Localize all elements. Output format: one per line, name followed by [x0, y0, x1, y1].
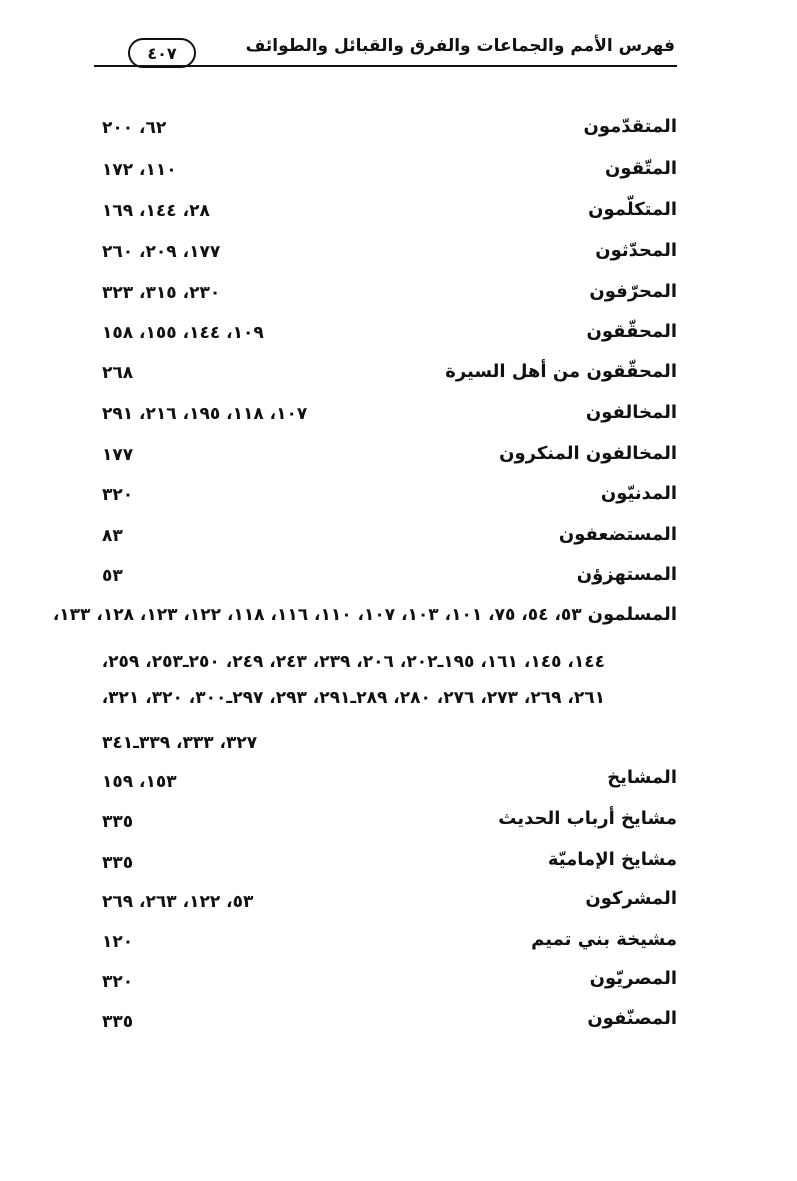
- index-term: المشركون: [585, 888, 677, 909]
- index-term: المتكلّمون: [588, 199, 677, 220]
- index-pages: ١١٠، ١٧٢: [102, 160, 177, 180]
- index-pages: ٣٢٠: [102, 972, 134, 992]
- index-entry-muslimun-line-3: ٢٦١، ٢٦٩، ٢٧٣، ٢٧٦، ٢٨٠، ٢٨٩ـ٢٩١، ٢٩٣، ٢٩٧ـ٣٠٠، ٣٢٠، ٣٢١،: [101, 688, 605, 708]
- index-pages: ٥٣، ١٢٢، ٢٦٣، ٢٦٩: [102, 892, 254, 912]
- index-term: المصريّون: [589, 968, 677, 989]
- index-pages: ٨٣: [102, 526, 123, 546]
- index-pages: ٣٢٠: [102, 485, 134, 505]
- index-term: المستهزؤن: [576, 564, 677, 585]
- index-term: مشيخة بني تميم: [531, 929, 677, 950]
- index-entry-muslimun-line-2: ١٤٤، ١٤٥، ١٦١، ١٩٥ـ٢٠٢، ٢٠٦، ٢٣٩، ٢٤٣، ٢٤٩، ٢٥٠ـ٢٥٣، ٢٥٩،: [101, 652, 605, 672]
- index-term: المتقدّمون: [583, 116, 677, 137]
- index-term: المحدّثون: [595, 240, 677, 261]
- index-term: المخالفون: [585, 402, 677, 423]
- index-term: مشايخ الإماميّة: [547, 849, 677, 870]
- index-term: المتّقون: [605, 158, 677, 179]
- running-header-title: فهرس الأمم والجماعات والفرق والقبائل والطوائف: [245, 36, 675, 56]
- index-term: المشايخ: [607, 767, 677, 788]
- index-pages: ١٥٣، ١٥٩: [102, 772, 177, 792]
- page-number-badge: ٤٠٧: [128, 38, 196, 68]
- index-term: المصنّفون: [587, 1008, 677, 1029]
- header-rule: [94, 65, 677, 67]
- index-pages: ١٠٩، ١٤٤، ١٥٥، ١٥٨: [102, 323, 264, 343]
- index-pages: ٢٣٠، ٣١٥، ٣٢٣: [102, 283, 221, 303]
- index-pages: ١٠٧، ١١٨، ١٩٥، ٢١٦، ٢٩١: [102, 404, 308, 424]
- index-pages: ١٧٧، ٢٠٩، ٢٦٠: [102, 242, 221, 262]
- index-pages: ١٢٠: [102, 932, 134, 952]
- index-pages: ١٧٧: [102, 445, 134, 465]
- index-pages: ٣٣٥: [102, 853, 134, 873]
- index-term: مشايخ أرباب الحديث: [498, 808, 677, 829]
- index-pages: ٣٣٥: [102, 812, 134, 832]
- index-pages: ٥٣: [102, 566, 123, 586]
- index-entry-muslimun-line-1: [52, 604, 677, 625]
- index-term: المسلمون: [587, 604, 677, 625]
- index-term: المستضعفون: [558, 524, 677, 545]
- index-pages: ٦٢، ٢٠٠: [102, 118, 167, 138]
- index-term: المخالفون المنكرون: [499, 443, 677, 464]
- index-term: المحرّفون: [589, 281, 677, 302]
- index-term: المدنيّون: [600, 483, 677, 504]
- index-pages: ٢٨، ١٤٤، ١٦٩: [102, 201, 210, 221]
- index-pages: ٥٣، ٥٤، ٧٥، ١٠١، ١٠٣، ١٠٧، ١١٠، ١١٦، ١١٨، ١٢٢، ١٢٣، ١٢٨، ١٣٣،: [52, 605, 582, 625]
- index-entry-muslimun-line-4: ٣٢٧، ٣٣٣، ٣٣٩ـ٣٤١: [102, 733, 258, 753]
- index-term: المحقّقون من أهل السيرة: [445, 361, 677, 382]
- index-term: المحقّقون: [586, 321, 677, 342]
- index-pages: ٢٦٨: [102, 363, 134, 383]
- index-pages: ٣٣٥: [102, 1012, 134, 1032]
